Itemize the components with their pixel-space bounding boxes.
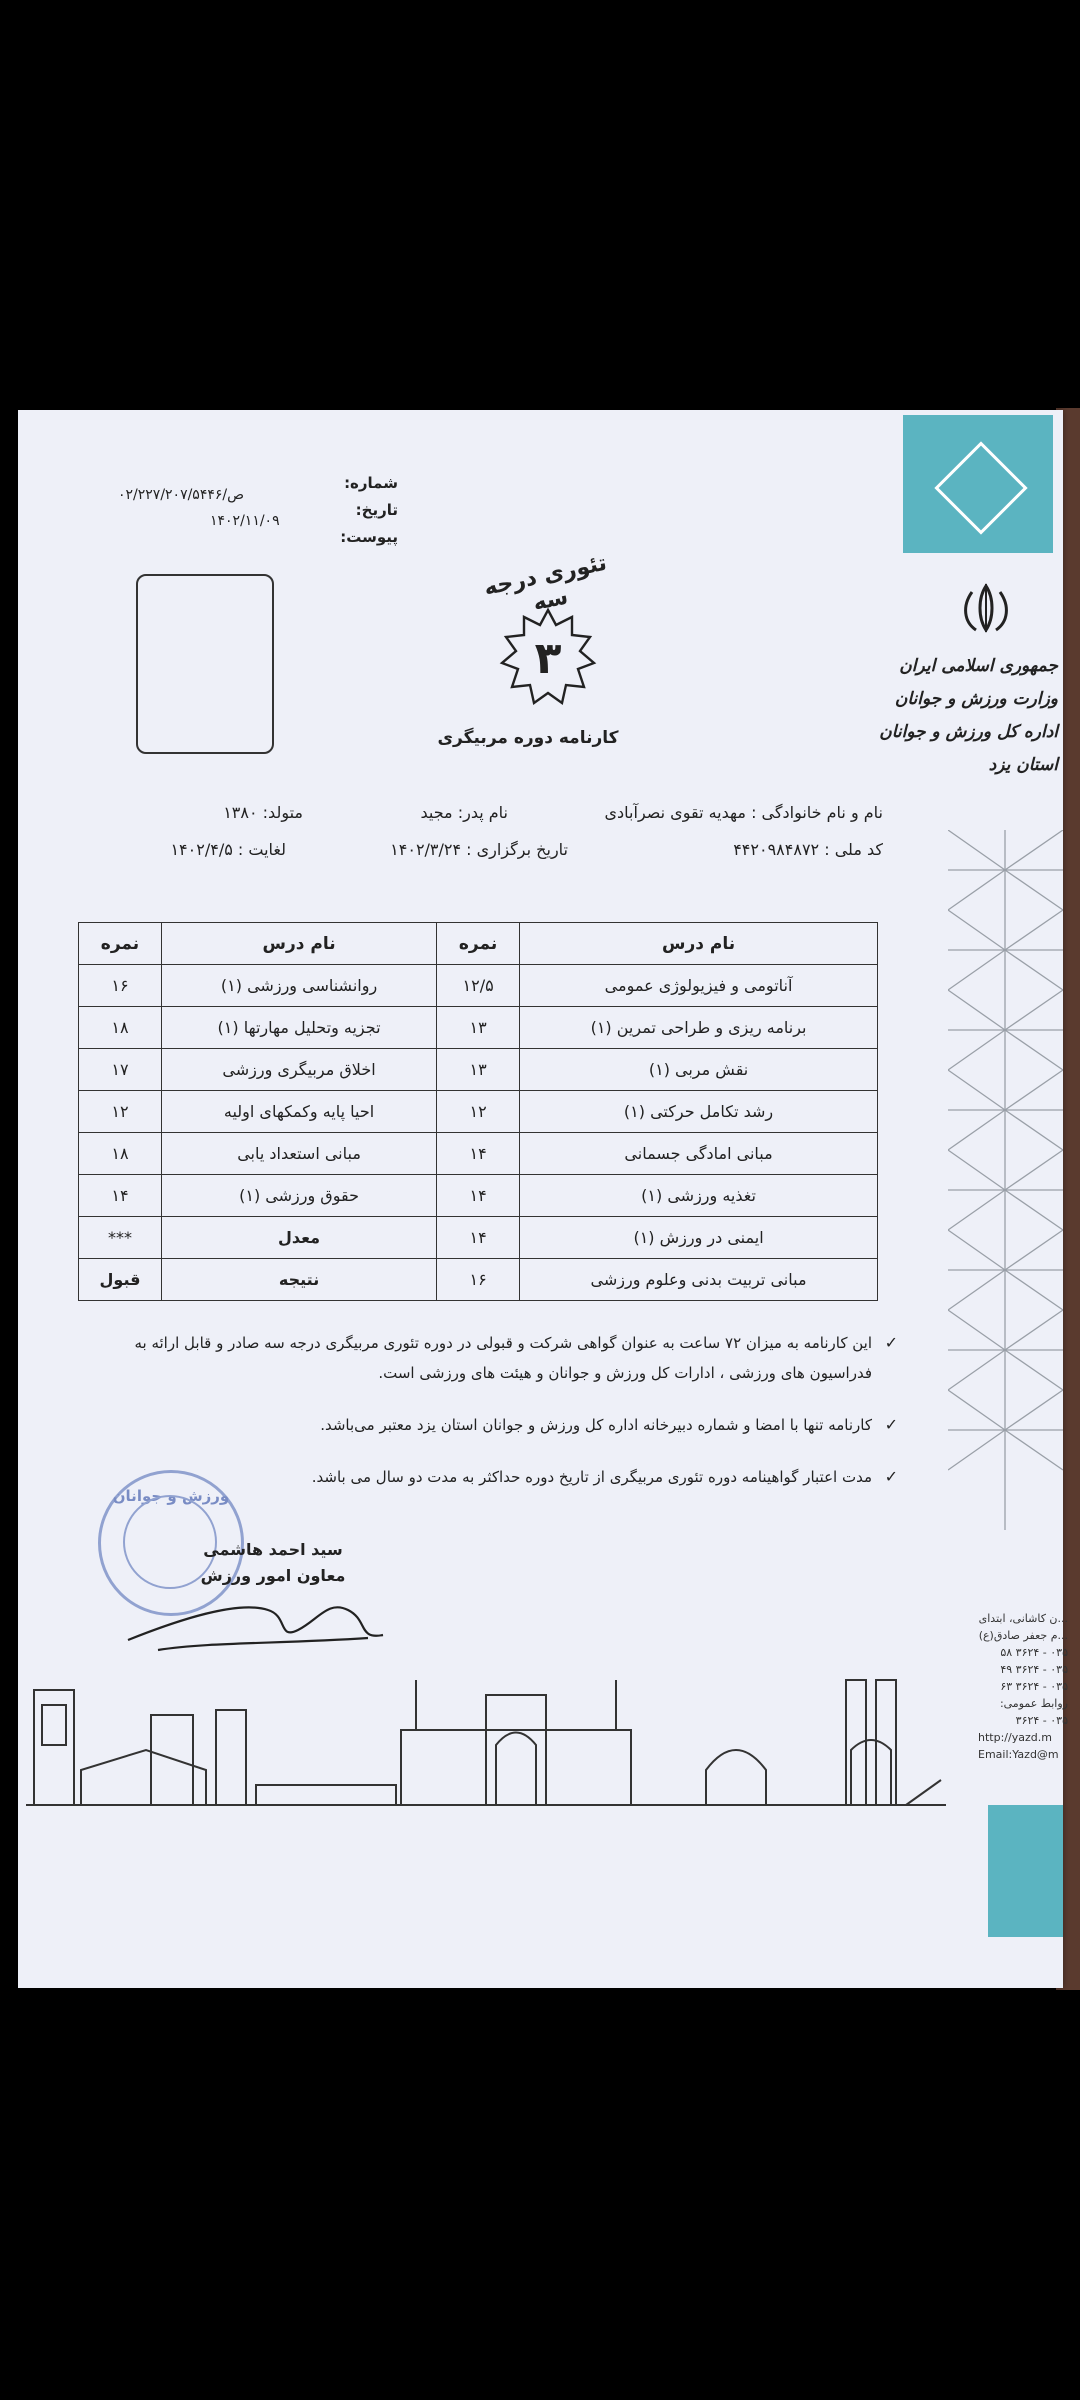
grade-cell: ۱۴ — [437, 1175, 520, 1217]
course-cell: نقش مربی (۱) — [520, 1049, 878, 1091]
course-cell: حقوق ورزشی (۱) — [162, 1175, 437, 1217]
note-text: کارنامه تنها با امضا و شماره دبیرخانه اداره کل ورزش و جوانان استان یزد معتبر می‌باشد. — [320, 1416, 872, 1434]
contact-line: روابط عمومی: — [999, 1697, 1068, 1710]
average-label-cell: معدل — [162, 1217, 437, 1259]
course-cell: تجزیه وتحلیل مهارتها (۱) — [162, 1007, 437, 1049]
grade-cell: ۱۸ — [79, 1133, 162, 1175]
badge-arc-text: تئوری درجه سه — [481, 550, 609, 617]
result-label-cell: نتیجه — [162, 1259, 437, 1301]
number-value: ۰۲/۲۲۷/۲۰۷/۵۴۴۶/ص — [118, 487, 245, 503]
course-cell: تغذیه ورزشی (۱) — [520, 1175, 878, 1217]
header-course-2: نام درس — [162, 923, 437, 965]
note-text: این کارنامه به میزان ۷۲ ساعت به عنوان گواهی شرکت و قبولی در دوره تئوری مربیگری درجه سه صادر و قابل ارائه به فدراسیون های ورزشی ، ادارات کل ورزش و جوانان و هیئت های ورزشی است. — [134, 1334, 872, 1382]
signer-name: سید احمد هاشمی — [203, 1540, 343, 1559]
yazd-skyline-illustration — [26, 1660, 946, 1810]
grade-cell: ۱۳ — [437, 1049, 520, 1091]
grades-table — [78, 922, 878, 1301]
course-cell: ایمنی در ورزش (۱) — [520, 1217, 878, 1259]
document-sheet — [18, 410, 1068, 1988]
date-label: تاریخ: — [355, 501, 398, 519]
contact-line: ...ن کاشانی، ابتدای — [978, 1612, 1068, 1625]
table-row — [79, 1217, 878, 1259]
contact-line: ۰۳۵ - ۳۶۲۴ ۵۸ — [1000, 1646, 1068, 1659]
held-date: تاریخ برگزاری : ۱۴۰۲/۳/۲۴ — [390, 840, 568, 859]
logo-teal-block — [903, 415, 1053, 553]
note-item — [88, 1328, 898, 1388]
ministry-name-block — [858, 650, 1058, 782]
course-cell: احیا پایه وکمکهای اولیه — [162, 1091, 437, 1133]
course-cell: آناتومی و فیزیولوژی عمومی — [520, 965, 878, 1007]
course-cell: مبانی استعداد یابی — [162, 1133, 437, 1175]
grade-cell: ۱۲ — [437, 1091, 520, 1133]
contact-block — [978, 1610, 1068, 1763]
iran-emblem-icon — [956, 578, 1016, 638]
kufic-logo-icon — [934, 441, 1027, 534]
grade-cell: ۱۲/۵ — [437, 965, 520, 1007]
grade-badge — [458, 545, 638, 735]
result-value-cell: قبول — [79, 1259, 162, 1301]
decorative-pattern — [948, 830, 1063, 1530]
top-black-area — [0, 0, 1080, 408]
header-grade-1: نمره — [437, 923, 520, 965]
father-name: نام پدر: مجید — [420, 803, 508, 822]
grade-cell: ۱۳ — [437, 1007, 520, 1049]
grade-cell: ۱۷ — [79, 1049, 162, 1091]
header-grade-2: نمره — [79, 923, 162, 965]
grade-cell: ۱۲ — [79, 1091, 162, 1133]
until-date: لغایت : ۱۴۰۲/۴/۵ — [170, 840, 286, 859]
grade-cell: ۱۴ — [437, 1217, 520, 1259]
table-row — [79, 965, 878, 1007]
table-row — [79, 1175, 878, 1217]
grade-cell: ۱۶ — [79, 965, 162, 1007]
check-icon: ✓ — [884, 1415, 898, 1434]
ministry-line: استان یزد — [988, 755, 1058, 775]
bottom-black-area — [0, 1990, 1080, 2400]
header-course-1: نام درس — [520, 923, 878, 965]
contact-line: http://yazd.m — [978, 1731, 1052, 1744]
grade-cell: ۱۴ — [437, 1133, 520, 1175]
contact-line: ۰۳۵ - ۳۶۲۴ — [1015, 1714, 1068, 1727]
ministry-line: اداره کل ورزش و جوانان — [879, 722, 1058, 742]
signature-scribble — [118, 1580, 388, 1660]
contact-line: ۰۳۵ - ۳۶۲۴ ۴۹ — [1000, 1663, 1068, 1676]
attachment-label: پیوست: — [340, 528, 398, 546]
document-title: کارنامه دوره مربیگری — [437, 728, 619, 748]
birth-year: متولد: ۱۳۸۰ — [223, 803, 303, 822]
contact-line: Email:Yazd@m — [978, 1748, 1059, 1761]
contact-line: ۰۳۵ - ۳۶۲۴ ۶۳ — [1000, 1680, 1068, 1693]
notes-block — [88, 1328, 898, 1492]
table-row — [79, 1007, 878, 1049]
table-header-row — [79, 923, 878, 965]
grade-cell: ۱۶ — [437, 1259, 520, 1301]
grade-cell: ۱۴ — [79, 1175, 162, 1217]
grade-cell: ۱۸ — [79, 1007, 162, 1049]
course-cell: روانشناسی ورزشی (۱) — [162, 965, 437, 1007]
footer-teal-block — [988, 1805, 1063, 1937]
course-cell: برنامه ریزی و طراحی تمرین (۱) — [520, 1007, 878, 1049]
course-cell: مبانی امادگی جسمانی — [520, 1133, 878, 1175]
note-item — [88, 1410, 898, 1440]
table-row — [79, 1091, 878, 1133]
stamp-text: ورزش و جوانان — [112, 1487, 230, 1505]
table-row — [79, 1133, 878, 1175]
student-name: نام و نام خانوادگی : مهدیه تقوی نصرآبادی — [604, 803, 883, 822]
ministry-line: جمهوری اسلامی ایران — [899, 656, 1058, 676]
signer-title: معاون امور ورزش — [200, 1566, 346, 1585]
ministry-line: وزارت ورزش و جوانان — [894, 689, 1058, 709]
badge-number: ۳ — [534, 633, 562, 684]
national-id: کد ملی : ۴۴۲۰۹۸۴۸۷۲ — [733, 840, 883, 859]
course-cell: مبانی تربیت بدنی وعلوم ورزشی — [520, 1259, 878, 1301]
course-cell: رشد تکامل حرکتی (۱) — [520, 1091, 878, 1133]
contact-line: ...م جعفر صادق(ع) — [978, 1629, 1068, 1642]
number-label: شماره: — [344, 474, 398, 492]
check-icon: ✓ — [884, 1333, 898, 1352]
date-value: ۱۴۰۲/۱۱/۰۹ — [210, 513, 280, 529]
letter-meta — [118, 470, 398, 551]
check-icon: ✓ — [884, 1467, 898, 1486]
table-row — [79, 1049, 878, 1091]
average-value-cell: *** — [79, 1217, 162, 1259]
table-row — [79, 1259, 878, 1301]
photo-placeholder — [136, 574, 274, 754]
course-cell: اخلاق مربیگری ورزشی — [162, 1049, 437, 1091]
note-text: مدت اعتبار گواهینامه دوره تئوری مربیگری از تاریخ دوره حداکثر به مدت دو سال می باشد. — [311, 1468, 872, 1486]
